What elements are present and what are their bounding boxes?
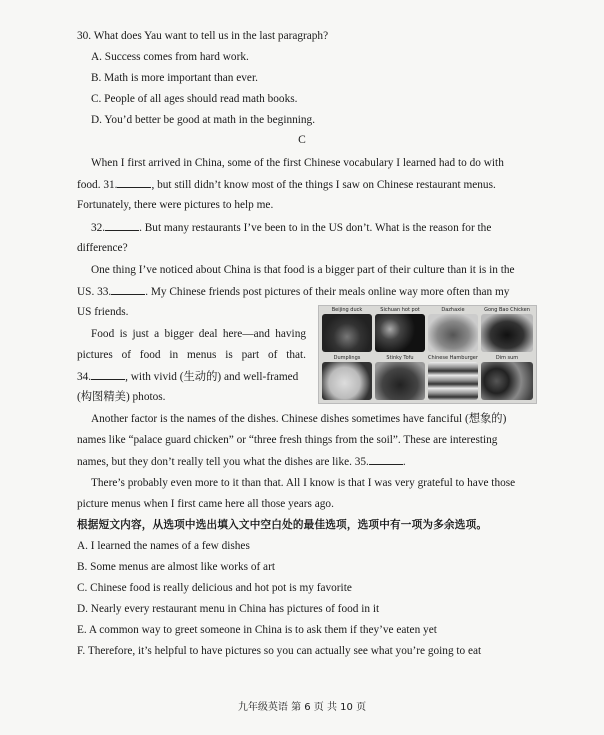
choice-a: A. I learned the names of a few dishes bbox=[77, 540, 250, 552]
section-label: C bbox=[298, 134, 306, 146]
blank-35 bbox=[369, 454, 403, 465]
choice-b: B. Some menus are almost like works of art bbox=[77, 561, 275, 573]
passage-line: One thing I’ve noticed about China is that food is a bigger part of their culture than it is in the bbox=[91, 264, 515, 276]
dish-dumplings: Dumplings bbox=[321, 355, 373, 401]
passage-line bbox=[77, 177, 496, 192]
choice-d: D. Nearly every restaurant menu in China has pictures of food in it bbox=[77, 603, 380, 615]
passage-line: difference? bbox=[77, 242, 128, 254]
passage-line: (构图精美) photos. bbox=[77, 391, 166, 403]
choice-f: F. Therefore, it’s helpful to have pictures so you can actually see what you’re going to eat bbox=[77, 645, 482, 657]
passage-line bbox=[91, 220, 491, 235]
dish-stinky-tofu: Stinky Tofu bbox=[374, 355, 426, 401]
dish-sichuan-hot-pot: Sichuan hot pot bbox=[374, 307, 426, 353]
passage-line: There’s probably even more to it than that. All I know is that I was very grateful to have those bbox=[91, 477, 516, 489]
page-footer: 九年级英语 第 6 页 共 10 页 bbox=[237, 702, 367, 713]
blank-35-number: names, but they don’t really tell you what the dishes are like. 35. bbox=[77, 456, 369, 468]
blank-32 bbox=[105, 220, 139, 231]
passage-text: , but still didn’t know most of the things I saw on Chinese restaurant menus. bbox=[151, 179, 496, 191]
dish-gong-bao-chicken: Gong Bao Chicken bbox=[480, 307, 534, 353]
choice-c: C. Chinese food is really delicious and hot pot is my favorite bbox=[77, 582, 352, 594]
passage-line: When I first arrived in China, some of the first Chinese vocabulary I learned had to do with bbox=[91, 157, 504, 169]
chinese-menu-photo bbox=[318, 305, 537, 404]
passage-text: . My Chinese friends post pictures of their meals online way more often than my bbox=[145, 286, 510, 298]
blank-34-number: 34. bbox=[77, 371, 92, 383]
passage-line: pictures of food in menus is part of that. bbox=[77, 349, 306, 361]
choice-e: E. A common way to greet someone in China is to ask them if they’ve eaten yet bbox=[77, 624, 437, 636]
passage-text: . But many restaurants I’ve been to in the US don’t. What is the reason for the bbox=[139, 222, 492, 234]
blank-33 bbox=[111, 284, 145, 295]
passage-line bbox=[77, 369, 298, 384]
dish-dim-sum: Dim sum bbox=[480, 355, 534, 401]
passage-line: Food is just a bigger deal here—and having bbox=[91, 328, 306, 340]
passage-line: picture menus when I first came here all those years ago. bbox=[77, 498, 334, 510]
blank-33-number: US. 33. bbox=[77, 286, 112, 298]
question-30-option-a: A. Success comes from hard work. bbox=[91, 51, 249, 63]
blank-31 bbox=[117, 177, 151, 188]
dish-beijing-duck: Beijing duck bbox=[321, 307, 373, 353]
passage-line: Another factor is the names of the dishes. Chinese dishes sometimes have fanciful (想象的) bbox=[91, 413, 507, 425]
instructions: 根据短文内容，从选项中选出填入文中空白处的最佳选项，选项中有一项为多余选项。 bbox=[77, 519, 488, 531]
blank-32-number: 32. bbox=[91, 222, 106, 234]
blank-31-number: food. 31. bbox=[77, 179, 118, 191]
question-30-option-b: B. Math is more important than ever. bbox=[91, 72, 258, 84]
question-30-option-d: D. You’d better be good at math in the beginning. bbox=[91, 114, 316, 126]
question-30-stem: 30. What does Yau want to tell us in the last paragraph? bbox=[77, 30, 329, 42]
passage-line: US friends. bbox=[77, 306, 129, 318]
blank-34 bbox=[91, 369, 125, 380]
passage-text: , with vivid (生动的) and well-framed bbox=[125, 371, 299, 383]
passage-line: names like “palace guard chicken” or “three fresh things from the soil”. These are interesting bbox=[77, 434, 498, 446]
passage-text: . bbox=[402, 456, 406, 468]
passage-line: Fortunately, there were pictures to help me. bbox=[77, 199, 274, 211]
passage-line bbox=[77, 284, 509, 299]
passage-line bbox=[77, 454, 406, 469]
dish-chinese-hamburger: Chinese Hamburger bbox=[427, 355, 479, 401]
question-30-option-c: C. People of all ages should read math books. bbox=[91, 93, 298, 105]
dish-dazhaxie: Dazhaxie bbox=[427, 307, 479, 353]
